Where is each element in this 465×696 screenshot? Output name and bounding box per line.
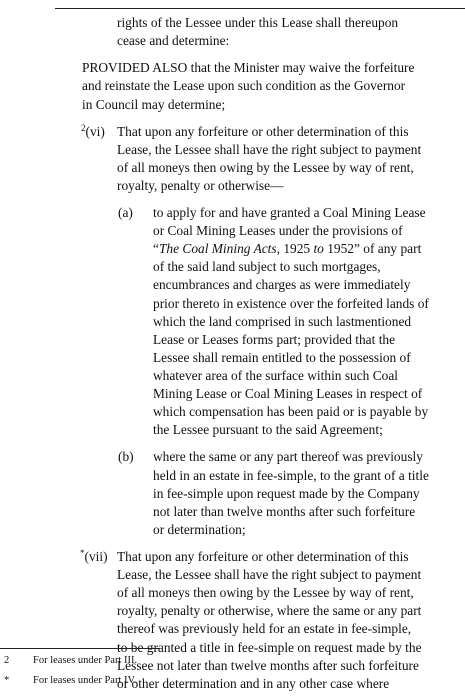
clause-vii-line: Lease, the Lessee shall have the right subject to payment xyxy=(117,567,422,583)
clause-vi-line: of all moneys then owing by the Lessee by way of rent, xyxy=(117,159,414,175)
clause-vi-number: (vi) xyxy=(85,123,105,139)
proviso-line: and reinstate the Lease upon such condition as the Governor xyxy=(82,78,406,94)
item-a-line xyxy=(153,240,465,258)
clause-vii-line: Lessee not later than twelve months after such forfeiture xyxy=(117,657,419,673)
footnote-ref-star: * xyxy=(80,548,85,558)
footnote-text: For leases under Part IV. xyxy=(33,675,137,686)
footnote-mark: 2 xyxy=(4,655,10,666)
item-a-line: prior thereto in existence over the forfeited lands of xyxy=(153,295,429,311)
item-a-line: encumbrances and charges as were immediately xyxy=(153,277,411,293)
proviso-line: PROVIDED ALSO that the Minister may waive the forfeiture xyxy=(82,60,415,76)
item-a-line: or Coal Mining Leases under the provisions of xyxy=(153,223,403,239)
clause-vii-line: thereof was previously held for an estate in fee-simple, xyxy=(117,621,412,637)
item-a-line: to apply for and have granted a Coal Mining Lease xyxy=(153,205,426,221)
item-a-line: which the land comprised in such lastmentioned xyxy=(153,313,412,329)
clause-vii-number: (vii) xyxy=(84,549,108,564)
item-a-line: Mining Lease or Coal Mining Leases in respect of xyxy=(153,386,423,402)
item-b-line: in fee-simple upon request made by the Company xyxy=(153,485,420,501)
item-b-line: where the same or any part thereof was previously xyxy=(153,449,423,465)
act-to: to xyxy=(313,241,324,257)
continuation-line: rights of the Lessee under this Lease shall thereupon xyxy=(117,15,399,30)
item-a-line: Lessee shall remain entitled to the possession of xyxy=(153,349,411,365)
proviso-line: in Council may determine; xyxy=(82,96,226,112)
act-year: , 1925 xyxy=(276,241,314,257)
continuation-line: cease and determine: xyxy=(117,33,230,49)
item-b-line: not later than twelve months after such forfeiture xyxy=(153,503,416,519)
clause-vii-line: of all moneys then owing by the Lessee by way of rent, xyxy=(117,585,414,601)
act-title: The Coal Mining Acts xyxy=(158,241,277,257)
item-b-line: or determination; xyxy=(153,521,246,537)
item-a-line: of the said land subject to such mortgages, xyxy=(153,259,381,275)
footnote-mark: * xyxy=(4,675,10,686)
clause-vii-marker xyxy=(80,548,108,566)
footnote-ref-2: 2 xyxy=(81,122,86,133)
clause-vii-line: to be granted a title in fee-simple on request made by the xyxy=(117,639,422,655)
header-rule xyxy=(55,8,465,9)
act-tail: 1952” of any part xyxy=(323,241,422,257)
item-b-line: held in an estate in fee-simple, to the grant of a title xyxy=(153,467,429,483)
item-a-line: the Lessee pursuant to the said Agreement; xyxy=(153,422,383,438)
item-a-line: Lease or Leases forms part; provided that the xyxy=(153,331,396,347)
footnote-text: For leases under Part III. xyxy=(33,655,138,666)
clause-vii-line: royalty, penalty or otherwise, where the same or any part xyxy=(117,603,422,619)
clause-vii-line: or other determination and in any other case where xyxy=(117,675,390,691)
item-a-marker: (a) xyxy=(118,205,133,221)
item-a-line: which compensation has been paid or is payable by xyxy=(153,404,429,420)
clause-vii-line: That upon any forfeiture or other determination of this xyxy=(117,549,409,564)
footnote-rule xyxy=(0,648,160,649)
clause-vi-line: royalty, penalty or otherwise— xyxy=(117,177,284,193)
item-a-line: whatever area of the surface within such Coal xyxy=(153,367,399,383)
clause-vi-marker xyxy=(81,123,105,141)
clause-vi-line: That upon any forfeiture or other determination of this xyxy=(117,123,409,139)
clause-vi-line: Lease, the Lessee shall have the right subject to payment xyxy=(117,141,422,157)
quote-open: “ xyxy=(153,241,159,257)
item-b-marker: (b) xyxy=(118,449,134,465)
